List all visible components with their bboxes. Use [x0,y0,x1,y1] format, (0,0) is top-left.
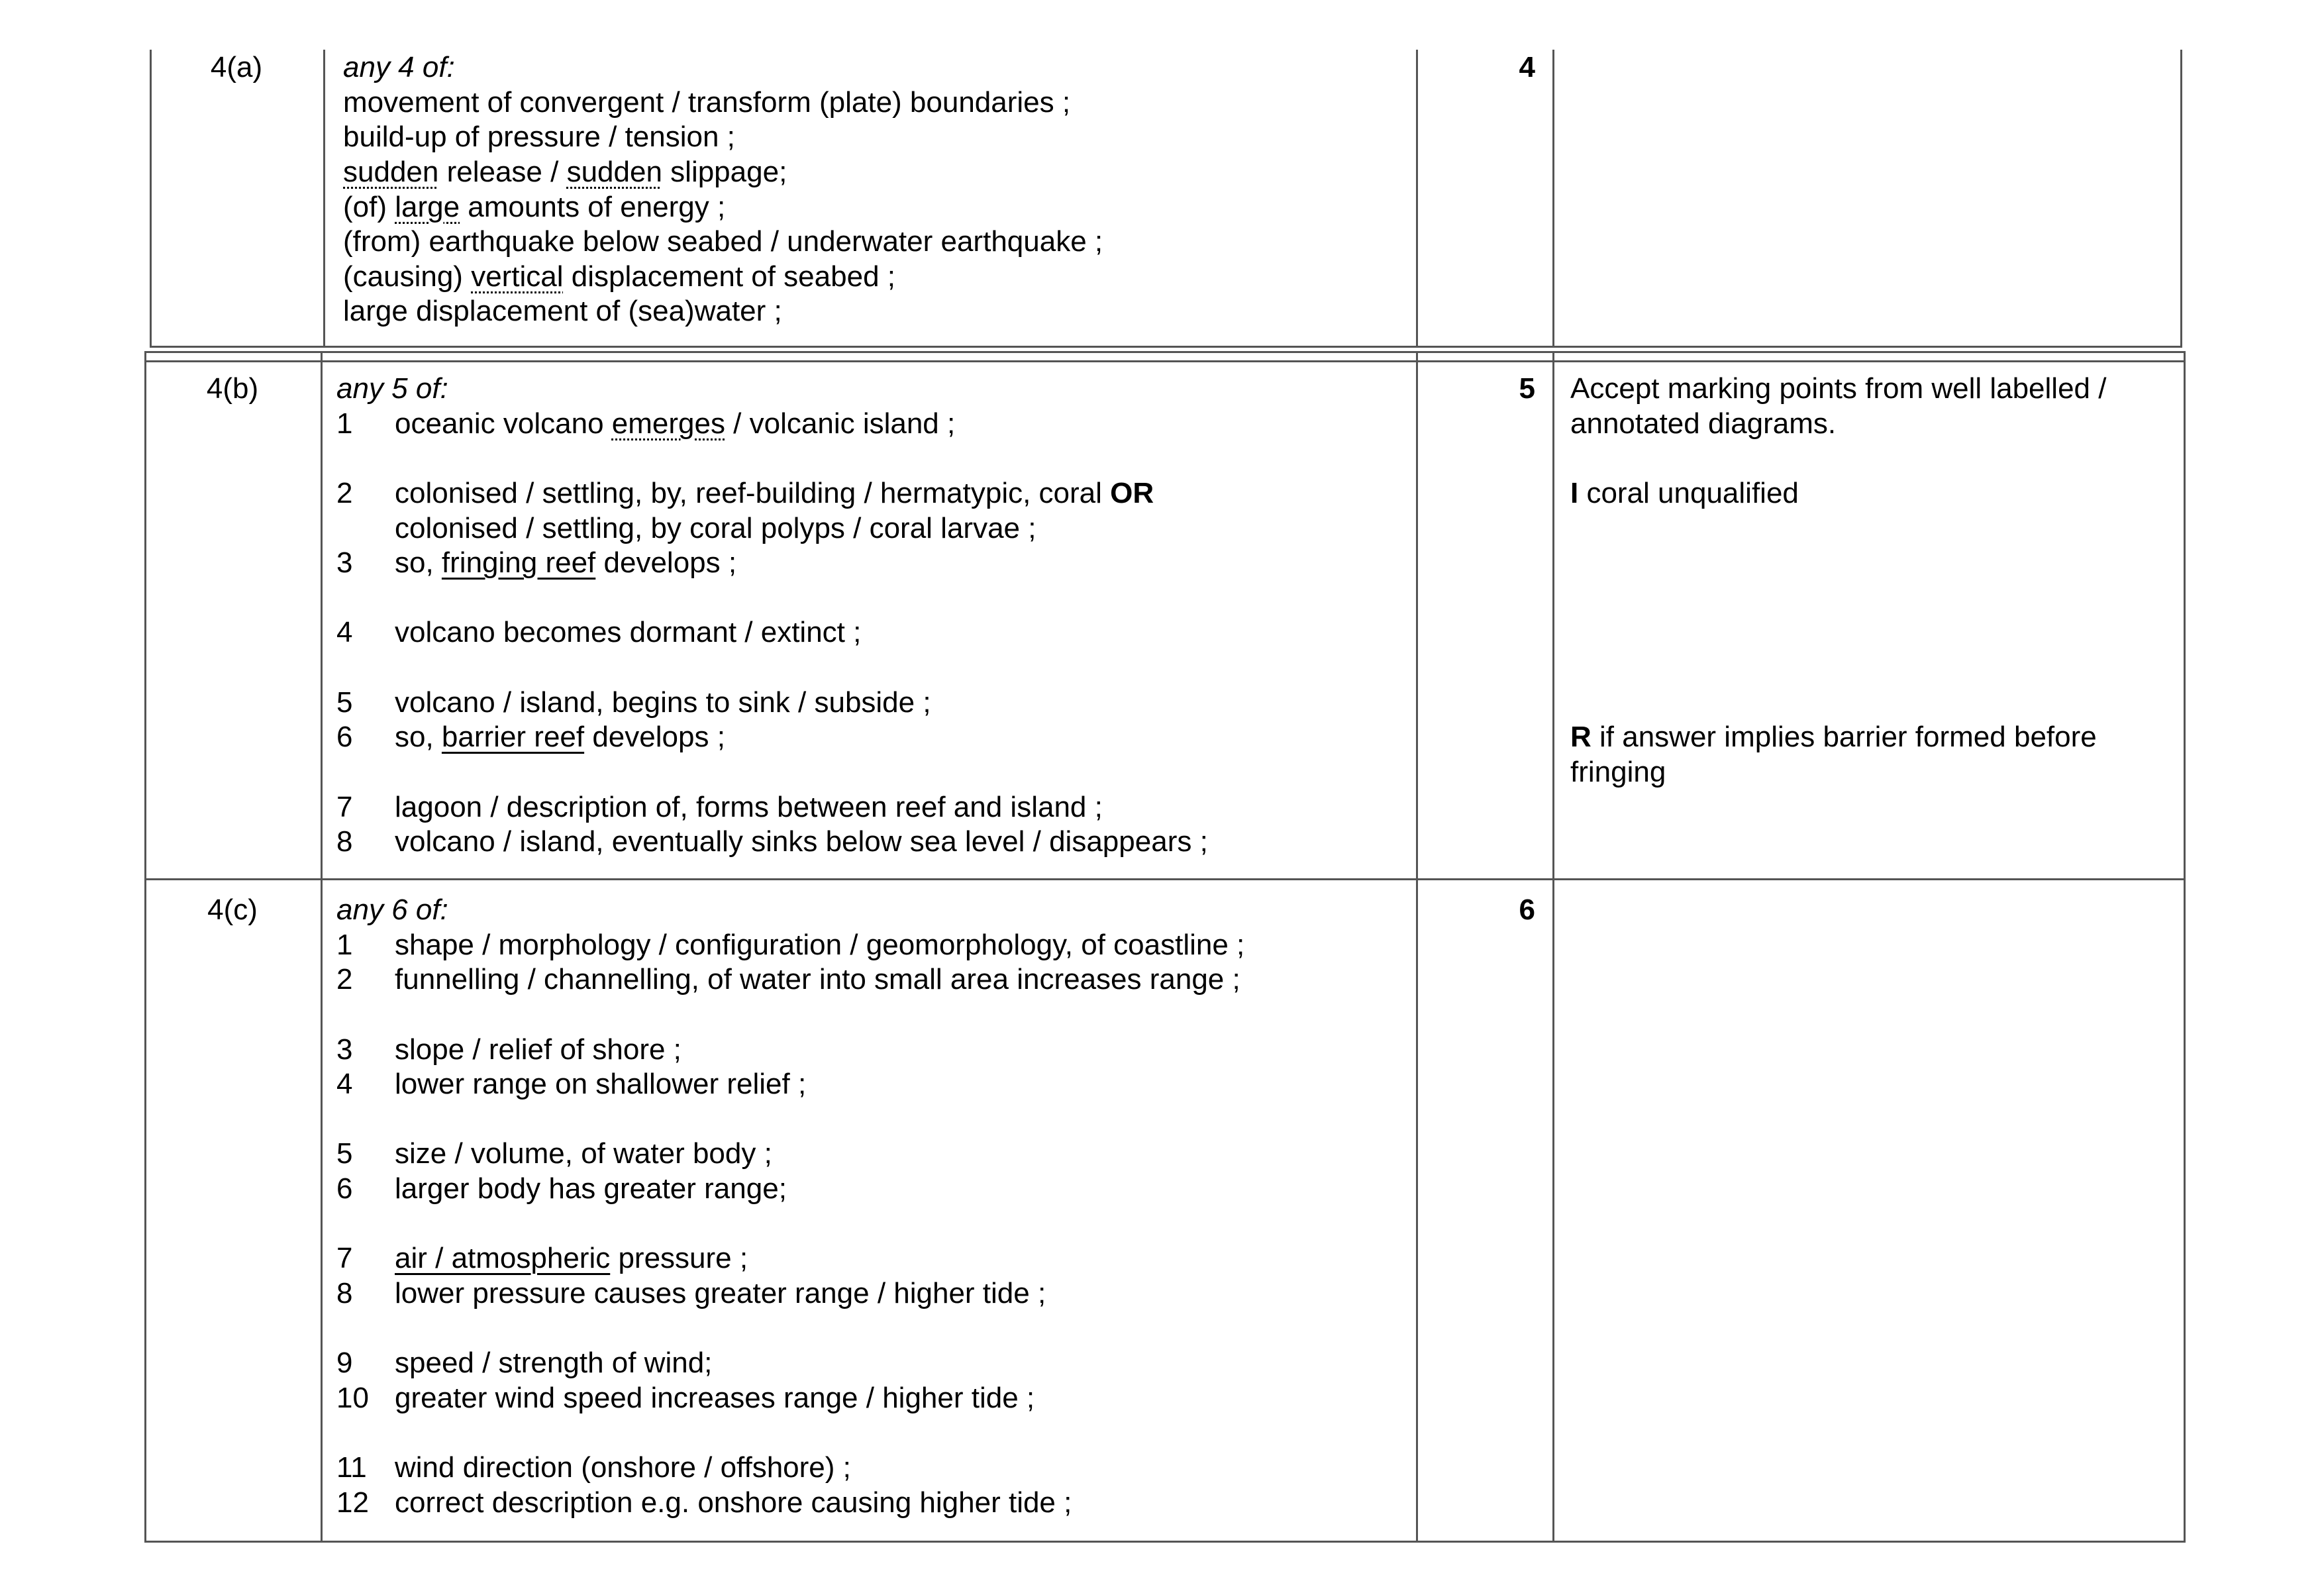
marking-point [336,824,1208,859]
row-4c [144,879,2186,1543]
marking-point [336,1032,682,1067]
text-segment: lagoon / description of, forms between reef and island ; [395,791,1103,823]
point-number: 9 [336,1347,353,1379]
text-segment: large displacement of (sea)water ; [343,295,782,327]
point-number: 8 [336,1277,353,1309]
text-segment: coral unqualified [1578,477,1799,509]
text-segment: slippage; [662,156,787,188]
text-segment: displacement of seabed ; [563,260,895,293]
text-segment: pressure ; [610,1242,748,1274]
marks-value: 4 [1519,51,1535,83]
text-segment: funnelling / channelling, of water into small area increases range ; [395,963,1240,996]
marks-value: 5 [1519,372,1535,405]
point-number: 5 [336,1137,353,1170]
answer-cell [343,50,1403,348]
marking-point [336,962,1240,997]
text-segment: movement of convergent / transform (plate) boundaries ; [343,86,1071,119]
text-segment: fringing [1570,756,1666,788]
answer-intro: any 5 of: [336,372,448,405]
text-segment: colonised / settling, by coral polyps / coral larvae ; [395,512,1036,544]
point-number: 4 [336,616,353,648]
text-segment: Accept marking points from well labelled / [1570,372,2107,405]
marking-point [343,189,725,225]
text-segment: larger body has greater range; [395,1172,787,1205]
bold-text: R [1570,721,1591,753]
answer-intro: any 6 of: [336,894,448,926]
marking-point [343,85,1070,120]
text-segment: if answer implies barrier formed before [1591,721,2097,753]
marking-point [336,615,861,650]
text-segment: shape / morphology / configuration / geomorphology, of coastline ; [395,929,1245,961]
point-number: 2 [336,963,353,996]
marking-point [336,1241,748,1276]
point-number: 3 [336,1033,353,1066]
marking-point [336,1171,787,1206]
marking-point [336,511,1036,546]
underlined-text: fringing reef [441,546,596,579]
text-segment: (of) [343,191,395,223]
text-segment: size / volume, of water body ; [395,1137,772,1170]
marking-point [343,293,782,329]
marking-point [343,119,735,154]
marking-point [336,927,1244,962]
text-segment: build-up of pressure / tension ; [343,121,735,153]
underlined-text: barrier reef [441,721,585,753]
underlined-text: sudden [566,156,662,188]
point-number: 2 [336,477,353,509]
point-number: 7 [336,791,353,823]
marking-point [336,790,1103,825]
marks-cell [1418,50,1552,348]
marks-cell [1418,892,1552,1543]
guidance-cell [1570,371,2180,879]
underlined-text: large [395,191,460,223]
marking-point [336,476,1154,511]
guidance-note [1570,754,1666,790]
point-number: 4 [336,1068,353,1100]
text-segment: annotated diagrams. [1570,407,1837,440]
underlined-text: vertical [471,260,564,293]
marking-point [336,1345,712,1380]
guidance-note [1570,371,2106,406]
question-cell [150,50,323,348]
bold-text: I [1570,477,1579,509]
marking-point [343,154,787,189]
marking-point [336,1485,1072,1520]
guidance-cell [1570,50,2180,348]
marking-point [336,1276,1046,1311]
marking-point [336,685,931,720]
marks-cell [1418,371,1552,879]
text-segment: colonised / settling, by, reef-building / hermatypic, coral [395,477,1111,509]
question-cell [144,351,321,879]
text-segment: wind direction (onshore / offshore) ; [395,1451,851,1484]
marking-point [336,1380,1035,1415]
question-number: 4(a) [210,51,263,83]
text-segment: so, [395,721,442,753]
text-segment: develops ; [595,546,737,579]
point-number: 3 [336,546,353,579]
text-segment: / volcanic island ; [725,407,956,440]
answer-cell [336,892,1409,1543]
point-number: 12 [336,1486,369,1519]
underlined-text: air / atmospheric [395,1242,611,1274]
point-number: 1 [336,929,353,961]
point-number: 6 [336,721,353,753]
point-number: 7 [336,1242,353,1274]
point-number: 1 [336,407,353,440]
text-segment: develops ; [584,721,725,753]
underlined-text: emerges [611,407,725,440]
text-segment: slope / relief of shore ; [395,1033,682,1066]
point-number: 6 [336,1172,353,1205]
guidance-note [1570,719,2097,754]
text-segment: greater wind speed increases range / higher tide ; [395,1382,1035,1414]
marking-point [336,1450,851,1485]
text-segment: volcano / island, eventually sinks below sea level / disappears ; [395,825,1208,858]
answer-cell [336,371,1409,879]
question-number: 4(c) [207,894,258,926]
text-segment: correct description e.g. onshore causing higher tide ; [395,1486,1072,1519]
text-segment: speed / strength of wind; [395,1347,713,1379]
text-segment: lower range on shallower relief ; [395,1068,807,1100]
marking-point [336,1066,806,1102]
text-segment: so, [395,546,442,579]
answer-intro: any 4 of: [343,51,455,83]
marks-value: 6 [1519,894,1535,926]
question-cell [144,879,321,1543]
text-segment: oceanic volcano [395,407,612,440]
marking-point [343,259,895,294]
row-4a [150,50,2184,348]
marking-point [336,406,955,441]
question-number: 4(b) [206,372,259,405]
text-segment: release / [438,156,567,188]
point-number: 5 [336,686,353,719]
marking-point [336,545,736,580]
marking-point [336,1136,772,1171]
text-segment: volcano becomes dormant / extinct ; [395,616,862,648]
marking-point [343,224,1103,259]
bold-text: OR [1110,477,1154,509]
text-segment: (causing) [343,260,472,293]
text-segment: amounts of energy ; [460,191,726,223]
row-4b [144,351,2186,879]
text-segment: (from) earthquake below seabed / underwater earthquake ; [343,225,1103,258]
point-number: 11 [336,1451,367,1484]
guidance-cell [1570,892,2180,1543]
marking-point [336,719,725,754]
text-segment: volcano / island, begins to sink / subside ; [395,686,931,719]
underlined-text: sudden [343,156,439,188]
point-number: 10 [336,1382,369,1414]
point-number: 8 [336,825,353,858]
guidance-note [1570,406,1836,441]
text-segment: lower pressure causes greater range / higher tide ; [395,1277,1046,1309]
guidance-note [1570,476,1799,511]
